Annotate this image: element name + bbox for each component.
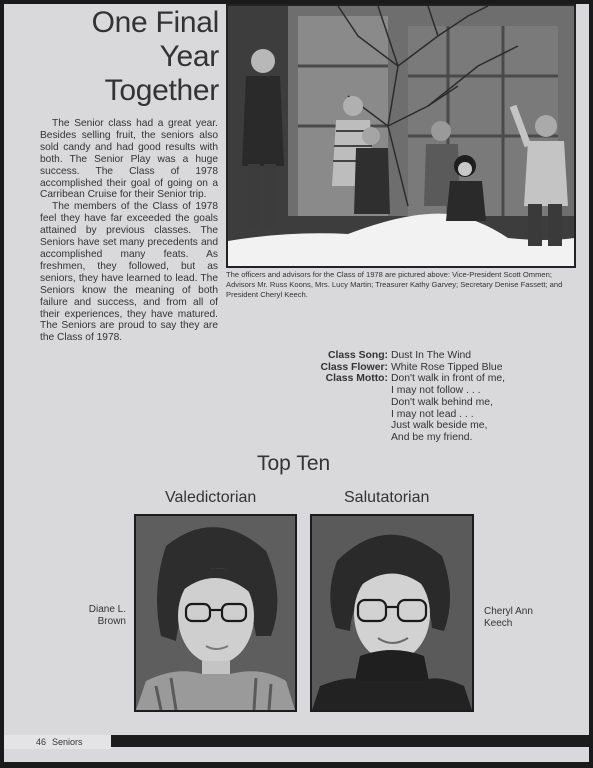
class-song-label: Class Song: <box>327 350 388 361</box>
title-line-1: One Final <box>91 6 219 39</box>
page-footer <box>4 735 589 749</box>
class-motto-row <box>320 373 505 385</box>
class-officers-photo <box>226 4 576 268</box>
top-ten-heading: Top Ten <box>257 452 331 475</box>
valedictorian-name <box>66 604 126 628</box>
class-motto-line: Just walk beside me, <box>391 420 488 432</box>
class-motto-line: Don't walk behind me, <box>391 396 493 408</box>
footer-rule <box>111 735 589 747</box>
salutatorian-name <box>484 606 554 630</box>
photo-caption: The officers and advisors for the Class of 1978 are pictured above: Vice-President Scott Ommen; Advisors Mr. Russ Koons, Mrs. Lucy Martin; Treasurer Kathy Garvey; Secretary Denise Fassett; and President Cheryl Keech. <box>226 270 563 299</box>
class-info <box>320 350 505 444</box>
class-flower-row <box>320 362 505 374</box>
page-number: 46 <box>36 737 47 747</box>
salutatorian-heading: Salutatorian <box>344 489 430 506</box>
yearbook-page <box>4 4 589 762</box>
section-name: Seniors <box>52 737 83 747</box>
salutatorian-portrait-image <box>312 516 472 710</box>
valedictorian-name-line: Diane L. <box>88 604 126 615</box>
class-flower-value: White Rose Tipped Blue <box>391 361 503 373</box>
valedictorian-portrait <box>134 514 297 712</box>
class-motto-line: I may not follow . . . <box>391 385 481 397</box>
salutatorian-name-line: Keech <box>484 618 513 629</box>
body-paragraph-1: The Senior class had a great year. Besides selling fruit, the seniors also sold candy and had good results with both. The Senior Play was a huge success. The Class of 1978 accomplished their goal of going on a Carribean Cruise for their Senior trip. <box>40 118 218 201</box>
footer-label <box>4 735 111 749</box>
page-title <box>74 6 219 108</box>
salutatorian-portrait <box>310 514 474 712</box>
class-motto-continuation <box>391 385 505 444</box>
class-officers-photo-image <box>228 6 574 266</box>
class-song-value: Dust In The Wind <box>391 350 472 361</box>
body-paragraph-2: The members of the Class of 1978 feel they have far exceeded the goals attained by previous classes. The Seniors have set many precedents and accomplished many feats. As freshmen, they followed, but as seniors, they have learned to lead. The Seniors know the meaning of both failure and success, and from all of their experiences, they have matured. The Seniors are proud to say they are the Class of 1978. <box>40 201 218 344</box>
class-song-row <box>320 350 505 362</box>
valedictorian-name-line: Brown <box>97 616 126 627</box>
class-motto-line: Don't walk in front of me, <box>391 373 506 385</box>
class-motto-line: I may not lead . . . <box>391 408 474 420</box>
valedictorian-portrait-image <box>136 516 295 710</box>
body-text <box>40 118 218 344</box>
title-line-2: Year <box>159 40 219 73</box>
class-flower-label: Class Flower: <box>320 361 388 373</box>
title-line-3: Together <box>104 74 219 107</box>
class-motto-line: And be my friend. <box>391 431 473 443</box>
salutatorian-name-line: Cheryl Ann <box>484 606 533 617</box>
valedictorian-heading: Valedictorian <box>165 489 257 506</box>
class-motto-label: Class Motto: <box>325 373 388 385</box>
